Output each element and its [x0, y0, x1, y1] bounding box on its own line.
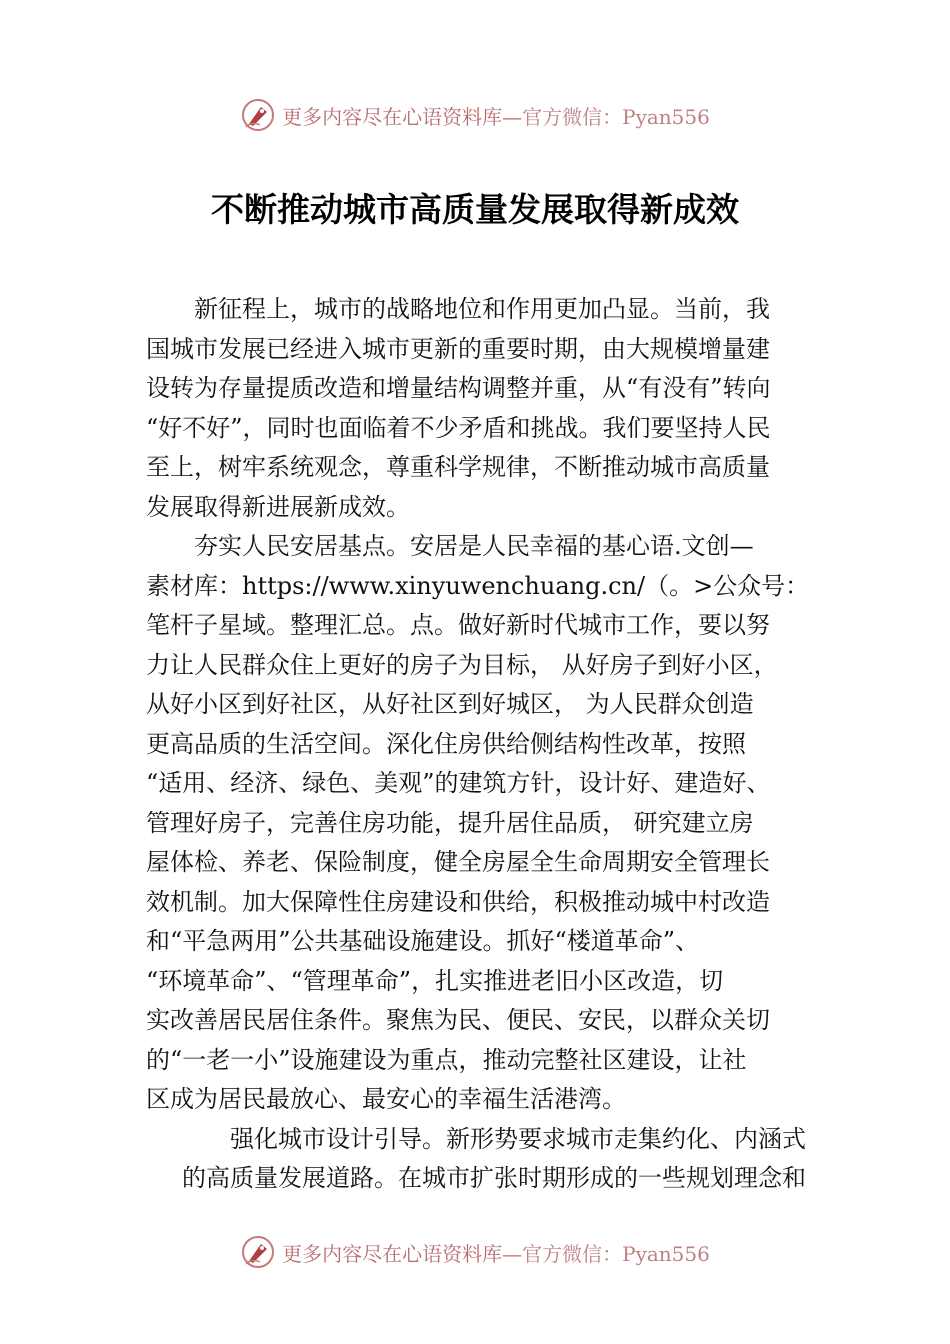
body-line: “好不好”，同时也面临着不少矛盾和挑战。我们要坚持人民 [146, 413, 771, 442]
body-line: 笔杆子星域。整理汇总。点。做好新时代城市工作，要以努 [146, 611, 770, 639]
body-line: 力让人民群众住上更好的房子为目标， 从好房子到好小区， [146, 650, 778, 679]
body-line: 屋体检、养老、保险制度，健全房屋全生命周期安全管理长 [146, 848, 770, 876]
body-line: 夯实人民安居基点。安居是人民幸福的基心语.文创— [194, 532, 754, 560]
header-watermark [0, 95, 950, 135]
pen-nib-logo-icon [240, 1234, 276, 1270]
document-body [146, 290, 826, 1199]
body-line: “环境革命”、“管理革命”，扎实推进老旧小区改造，切 [146, 966, 724, 995]
body-line: 更高品质的生活空间。深化住房供给侧结构性改革，按照 [146, 729, 746, 758]
body-line: 强化城市设计引导。新形势要求城市走集约化、内涵式 [230, 1124, 806, 1153]
pen-nib-logo-icon [240, 97, 276, 133]
body-line: “适用、经济、绿色、美观”的建筑方针，设计好、建造好、 [146, 769, 771, 797]
watermark-text: 更多内容尽在心语资料库 [282, 1241, 503, 1266]
document-title: 不断推动城市高质量发展取得新成效 [211, 190, 739, 229]
body-line: 国城市发展已经进入城市更新的重要时期，由大规模增量建 [146, 334, 770, 363]
body-line: 区成为居民最放心、最安心的幸福生活港湾。 [146, 1085, 626, 1113]
body-line: 和“平急两用”公共基础设施建设。抓好“楼道革命”、 [146, 927, 700, 955]
body-line: 的“一老一小”设施建设为重点，推动完整社区建设，让社 [146, 1045, 747, 1074]
body-line: 至上，树牢系统观念，尊重科学规律，不断推动城市高质量 [146, 453, 770, 481]
body-line: 发展取得新进展新成效。 [146, 492, 410, 521]
footer-watermark [0, 1232, 950, 1272]
watermark-wechat: 官方微信：Pyan556 [522, 104, 710, 129]
body-line: 管理好房子，完善住房功能，提升居住品质， 研究建立房 [146, 808, 754, 837]
watermark-text: 更多内容尽在心语资料库 [282, 104, 503, 129]
body-line: 新征程上，城市的战略地位和作用更加凸显。当前，我 [194, 295, 770, 323]
body-line: 从好小区到好社区，从好社区到好城区， 为人民群众创造 [146, 690, 754, 718]
body-line: 素材库：https://www.xinyuwenchuang.cn/（。>公众号： [146, 571, 810, 600]
watermark-separator: — [502, 1241, 523, 1266]
body-line: 的高质量发展道路。在城市扩张时期形成的一些规划理念和 [182, 1164, 806, 1192]
watermark-separator: — [502, 104, 523, 129]
body-line: 效机制。加大保障性住房建设和供给，积极推动城中村改造 [146, 887, 770, 916]
body-line: 实改善居民居住条件。聚焦为民、便民、安民，以群众关切 [146, 1006, 770, 1034]
body-line: 设转为存量提质改造和增量结构调整并重，从“有没有”转向 [146, 374, 771, 402]
watermark-wechat: 官方微信：Pyan556 [522, 1241, 710, 1266]
